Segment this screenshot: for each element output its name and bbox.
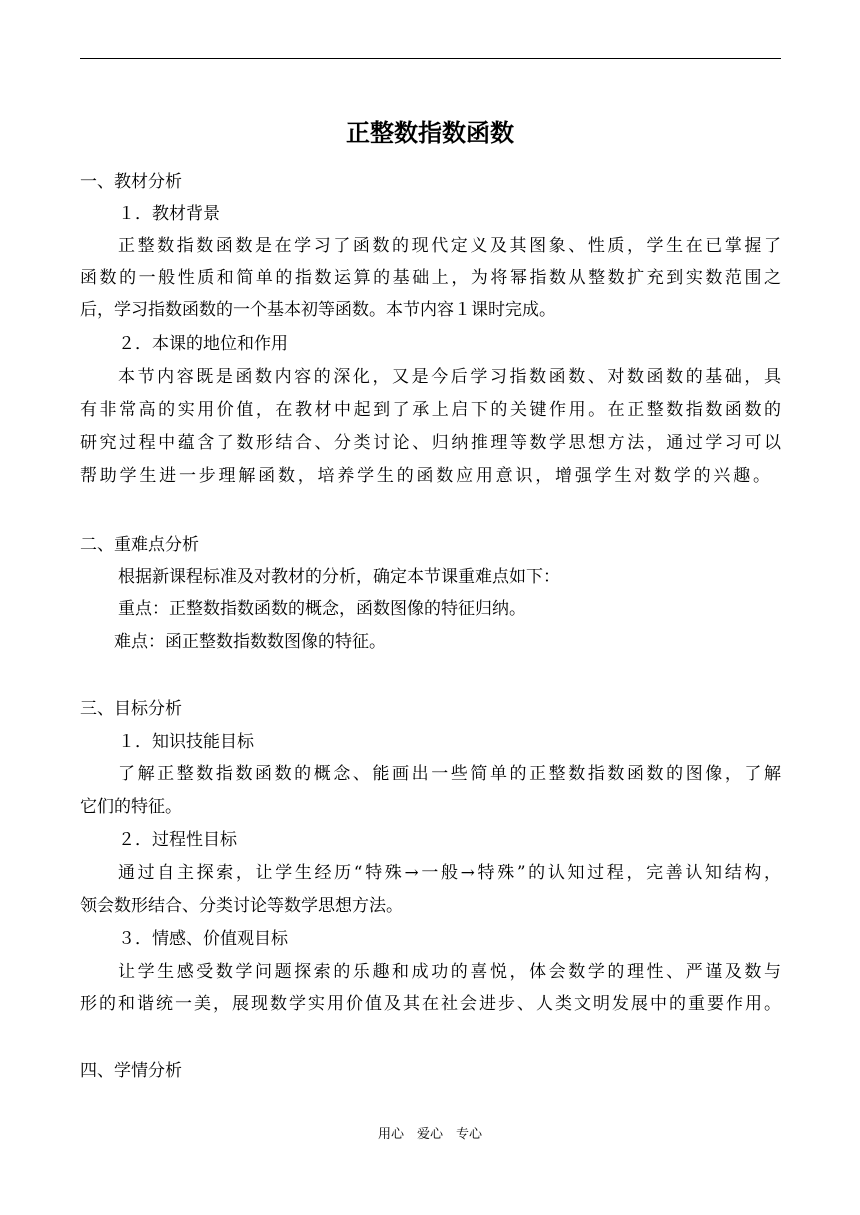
subsection-heading-3-1: １．知识技能目标 (118, 732, 254, 752)
paragraph-line: 它们的特征。 (80, 797, 182, 817)
difficult-point-line: 难点：函正整数指数数图像的特征。 (114, 632, 386, 652)
section-heading-2: 二、重难点分析 (80, 535, 199, 555)
section-heading-1: 一、教材分析 (80, 172, 182, 192)
paragraph-line: 通过自主探索，让学生经历“特殊→一般→特殊”的认知过程，完善认知结构， (118, 863, 781, 883)
paragraph-line: 让学生感受数学问题探索的乐趣和成功的喜悦，体会数学的理性、严谨及数与 (118, 962, 781, 982)
paragraph-line: 有非常高的实用价值，在教材中起到了承上启下的关键作用。在正整数指数函数的 (80, 400, 781, 420)
paragraph-line: 后，学习指数函数的一个基本初等函数。本节内容１课时完成。 (80, 300, 556, 320)
header-rule (80, 58, 781, 59)
document-title: 正整数指数函数 (346, 119, 514, 147)
paragraph-line: 研究过程中蕴含了数形结合、分类讨论、归纳推理等数学思想方法，通过学习可以 (80, 433, 781, 453)
paragraph-line: 了解正整数指数函数的概念、能画出一些简单的正整数指数函数的图像，了解 (118, 764, 781, 784)
paragraph-line: 帮助学生进一步理解函数，培养学生的函数应用意识，增强学生对数学的兴趣。 (80, 466, 770, 486)
paragraph-line: 正整数指数函数是在学习了函数的现代定义及其图象、性质，学生在已掌握了 (118, 236, 781, 256)
paragraph-line: 形的和谐统一美，展现数学实用价值及其在社会进步、人类文明发展中的重要作用。 (80, 994, 781, 1014)
paragraph-line: 根据新课程标准及对教材的分析，确定本节课重难点如下： (118, 567, 560, 587)
paragraph-line: 领会数形结合、分类讨论等数学思想方法。 (80, 896, 403, 916)
section-heading-3: 三、目标分析 (80, 699, 182, 719)
key-point-line: 重点：正整数指数函数的概念，函数图像的特征归纳。 (118, 599, 526, 619)
subsection-heading-3-3: ３．情感、价值观目标 (118, 929, 288, 949)
subsection-heading-3-2: ２．过程性目标 (118, 830, 237, 850)
paragraph-line: 本节内容既是函数内容的深化，又是今后学习指数函数、对数函数的基础，具 (118, 367, 781, 387)
subsection-heading-1-2: ２．本课的地位和作用 (118, 334, 288, 354)
subsection-heading-1-1: １．教材背景 (118, 204, 220, 224)
page-footer: 用心 爱心 专心 (377, 1127, 482, 1142)
section-heading-4: 四、学情分析 (80, 1061, 182, 1081)
paragraph-line: 函数的一般性质和简单的指数运算的基础上，为将幂指数从整数扩充到实数范围之 (80, 268, 781, 288)
